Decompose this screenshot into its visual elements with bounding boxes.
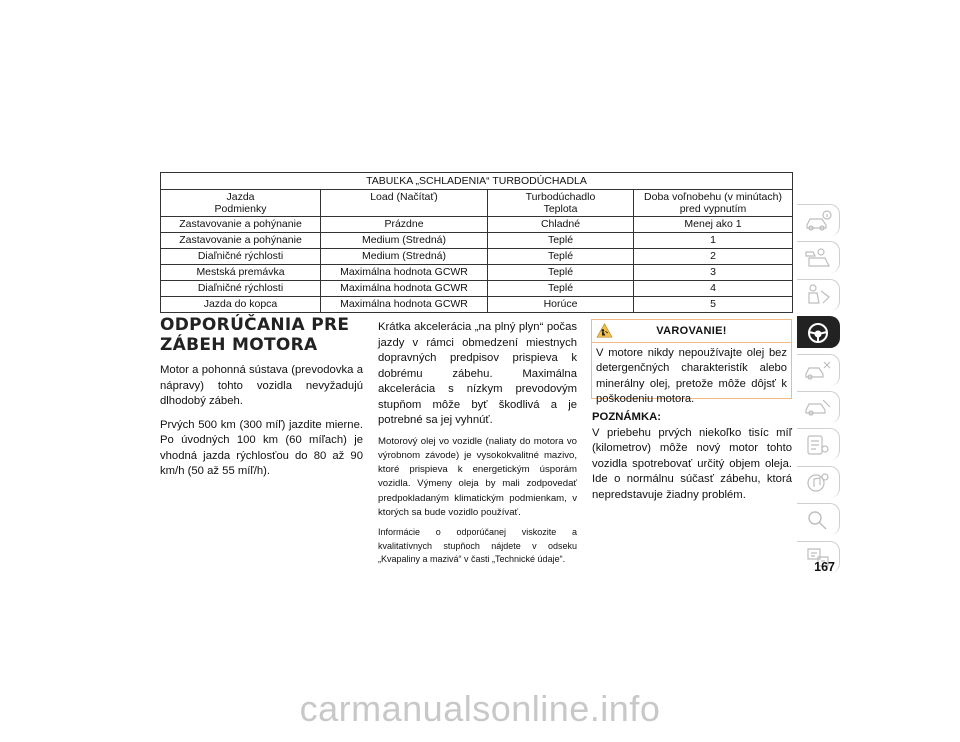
table-cell: Maximálna hodnota GCWR	[321, 297, 488, 313]
table-cell: 4	[634, 281, 793, 297]
tab-dashboard[interactable]	[797, 241, 840, 273]
table-row	[161, 281, 793, 297]
paragraph: Informácie o odporúčanej viskozite a kvalitatívnych stupňoch nájdete v odseku „Kvapaliny a mazivá“ v časti „Technické údaje“.	[378, 527, 577, 564]
table-row	[161, 233, 793, 249]
table-title: TABUĽKA „SCHLADENIA“ TURBODÚCHADLA	[161, 173, 793, 190]
table-cell: Jazda do kopca	[161, 297, 321, 313]
tab-safety[interactable]	[797, 279, 840, 311]
tab-maintenance[interactable]	[797, 428, 840, 460]
table-row	[161, 249, 793, 265]
table-header: Doba voľnobehu (v minútach) pred vypnutím	[634, 190, 793, 217]
tab-car-info[interactable]	[797, 204, 840, 236]
table-cell: Menej ako 1	[634, 217, 793, 233]
warning-box	[591, 319, 792, 405]
table-cell: Teplé	[488, 265, 634, 281]
tab-emergency[interactable]	[797, 354, 840, 386]
table-cell: Mestská premávka	[161, 265, 321, 281]
tab-driving[interactable]	[797, 316, 840, 348]
tab-multimedia[interactable]	[797, 466, 840, 498]
car-crash-icon	[803, 358, 833, 382]
table-cell: Maximálna hodnota GCWR	[321, 265, 488, 281]
car-info-icon	[803, 209, 833, 233]
warning-title: VAROVANIE!	[656, 325, 727, 337]
warning-text: V motore nikdy nepoužívajte olej bez detergenčných charakteristík alebo minerálny olej, pretože môže dôjsť k poškodeniu motora.	[596, 347, 787, 405]
dashboard-lights-icon	[803, 246, 833, 270]
table-row	[161, 297, 793, 313]
table-cell: 1	[634, 233, 793, 249]
note	[592, 410, 792, 503]
watermark: carmanualsonline.info	[299, 688, 661, 729]
table-header: Jazda Podmienky	[161, 190, 321, 217]
table-cell: 2	[634, 249, 793, 265]
airbag-safety-icon	[803, 283, 833, 307]
table-cell: Medium (Stredná)	[321, 249, 488, 265]
music-navigation-icon	[803, 470, 833, 494]
section-title: ODPORÚČANIA PRE ZÁBEH MOTORA	[160, 315, 350, 355]
table-cell: Teplé	[488, 249, 634, 265]
table-cell: Maximálna hodnota GCWR	[321, 281, 488, 297]
car-service-icon	[803, 395, 833, 419]
tab-service[interactable]	[797, 391, 840, 423]
paragraph: Motor a pohonná sústava (prevodovka a nápravy) tohto vozidla nevyžadujú dlhodobý zábeh.	[160, 364, 363, 407]
table-header: Load (Načítať)	[321, 190, 488, 217]
table-cell: Chladné	[488, 217, 634, 233]
table-header: Turbodúchadlo Teplota	[488, 190, 634, 217]
middle-column	[378, 320, 577, 566]
warning-header	[592, 320, 791, 343]
table-cell: Teplé	[488, 281, 634, 297]
table-cell: Zastavovanie a pohýnanie	[161, 217, 321, 233]
page-number: 167	[814, 560, 835, 574]
table-cell: 3	[634, 265, 793, 281]
table-row	[161, 265, 793, 281]
left-column	[160, 363, 363, 488]
note-title: POZNÁMKA:	[592, 411, 662, 423]
table-cell: Horúce	[488, 297, 634, 313]
tab-index[interactable]	[797, 503, 840, 535]
table-cell: Diaľničné rýchlosti	[161, 249, 321, 265]
table-cell: Zastavovanie a pohýnanie	[161, 233, 321, 249]
table-cell: Teplé	[488, 233, 634, 249]
paragraph: Krátka akcelerácia „na plný plyn“ počas jazdy v rámci obmedzení miestnych dopravných predpisov prispieva k dobrému zábehu. Maximálna akcelerácia s nízkym prevodovým stupňom môže byť škodlivá a je potrebné sa jej vyhnúť.	[378, 321, 577, 426]
chapter-tabs	[797, 204, 841, 578]
table-cell: 5	[634, 297, 793, 313]
note-text: V priebehu prvých niekoľko tisíc míľ (kilometrov) môže nový motor tohto vozidla spotrebovať určitý objem oleja. Ide o normálnu súčasť zábehu, ktorá nepredstavuje žiadny problém.	[592, 426, 792, 501]
turbo-cooldown-table	[160, 172, 793, 313]
maintenance-checklist-icon	[803, 433, 833, 457]
paragraph: Motorový olej vo vozidle (naliaty do motora vo výrobnom závode) je vysokokvalitné mazivo, ktoré prispieva k energetickým úsporám vozidla. Výmeny oleja by mali zodpovedať predpokladaným klimatickým podmienkam, v ktorých sa bude vozidlo používať.	[378, 435, 577, 518]
table-cell: Diaľničné rýchlosti	[161, 281, 321, 297]
warning-triangle-icon	[596, 323, 613, 338]
paragraph: Prvých 500 km (300 míľ) jazdite mierne. Po úvodných 100 km (60 míľach) je vhodná jazda rýchlosťou do 80 až 90 km/h (50 až 55 míľ/h).	[160, 418, 363, 477]
table-cell: Medium (Stredná)	[321, 233, 488, 249]
table-row	[161, 217, 793, 233]
steering-wheel-icon	[803, 321, 833, 345]
search-index-icon	[803, 508, 833, 532]
table-cell: Prázdne	[321, 217, 488, 233]
